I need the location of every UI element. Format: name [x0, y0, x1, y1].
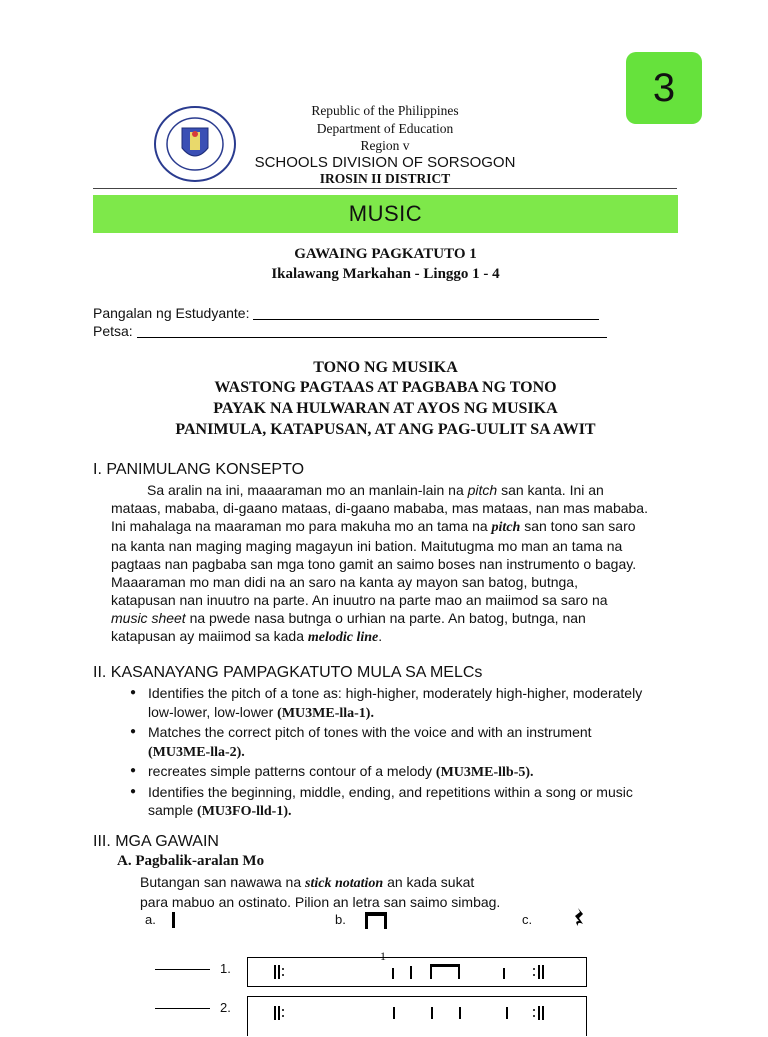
date-field[interactable] — [93, 322, 607, 340]
header-divider — [93, 188, 677, 189]
eighth-notes-stick-icon — [363, 910, 389, 930]
header-division: SCHOOLS DIVISION OF SORSOGON — [254, 154, 516, 171]
page-number: 1 — [380, 949, 386, 963]
answer-blank[interactable] — [155, 1008, 210, 1009]
section-3-heading: III. MGA GAWAIN — [93, 833, 219, 850]
choice-b[interactable]: b. — [335, 912, 346, 927]
subsection-a-heading: A. Pagbalik-aralan Mo — [117, 853, 265, 869]
activity-instruction: Butangan san nawawa na stick notation an kada sukat para mabuo an ostinato. Pilion an letra san saimo simbag. — [140, 874, 501, 910]
section-1-paragraph: Sa aralin na ini, maaaraman mo an manlain-lain na pitch san kanta. Ini an mataas, mababa, di-gaano mataas, di-gaano mababa, mas mataas, nan mas mababa. Ini mahalaga na maaraman mo para makuha mo an tama na pitch san tono san saro na kanta nan maging maging magayun ini bation. Maitutugma mo man an tama na pagtaas nan pagbaba san mga tono gamit an saimo boses nan instrumento o bagay. Maaaraman mo man didi na an saro na kanta ay mayon san batog, butnga, katapusan nan inuutro na parte. An inuutro na parte mao an maiimod sa saro na music sheet na pwede nasa butnga o urhian na parte. An batog, butnga, nan katapusan ay maiimod sa kada melodic line. — [111, 482, 648, 645]
header-district: IROSIN II DISTRICT — [319, 171, 451, 186]
activity-quarter: Ikalawang Markahan - Linggo 1 - 4 — [271, 266, 500, 282]
ostinato-staff — [247, 996, 587, 1037]
topic-title: PANIMULA, KATAPUSAN, AT ANG PAG-UULIT SA AWIT — [175, 421, 596, 438]
section-1-heading: I. PANIMULANG KONSEPTO — [93, 461, 305, 478]
activity-title: GAWAING PAGKATUTO 1 — [294, 246, 477, 262]
quarter-rest-icon — [573, 907, 587, 927]
deped-seal-icon — [152, 104, 238, 184]
header-region: Region v — [360, 138, 410, 153]
topic-title: TONO NG MUSIKA — [313, 359, 458, 376]
student-name-field[interactable] — [93, 304, 599, 322]
date-label: Petsa: — [93, 323, 133, 339]
quarter-note-stick-icon — [172, 912, 175, 928]
topic-title: PAYAK NA HULWARAN AT AYOS NG MUSIKA — [213, 400, 558, 417]
subject-banner: MUSIC — [93, 195, 678, 233]
topic-title: WASTONG PAGTAAS AT PAGBABA NG TONO — [214, 379, 557, 396]
student-name-label: Pangalan ng Estudyante: — [93, 305, 250, 321]
header-republic: Republic of the Philippines — [311, 103, 459, 118]
competency-item: ● Matches the correct pitch of tones with the voice and with an instrument (MU3ME-lla-2). — [130, 723, 650, 762]
grade-badge: 3 — [626, 52, 702, 124]
staff-notation — [247, 997, 587, 1025]
row-number: 1. — [220, 961, 231, 976]
answer-blank[interactable] — [155, 969, 210, 970]
date-line[interactable] — [137, 323, 607, 338]
header-department: Department of Education — [316, 121, 454, 136]
student-name-line[interactable] — [253, 305, 599, 320]
competency-item: ● recreates simple patterns contour of a melody (MU3ME-llb-5). — [130, 762, 650, 783]
section-2-heading: II. KASANAYANG PAMPAGKATUTO MULA SA MELCs — [93, 664, 483, 681]
competency-item: ● Identifies the pitch of a tone as: high-higher, moderately high-higher, moderately low-lower, low-lower (MU3ME-lla-1). — [130, 684, 650, 723]
ostinato-staff — [247, 957, 587, 987]
choice-a[interactable]: a. — [145, 912, 156, 927]
competency-item: ● Identifies the beginning, middle, ending, and repetitions within a song or music sample (MU3FO-lld-1). — [130, 783, 650, 822]
choice-c[interactable]: c. — [522, 912, 533, 927]
staff-notation — [247, 958, 587, 986]
row-number: 2. — [220, 1000, 231, 1015]
competency-list — [130, 684, 650, 822]
